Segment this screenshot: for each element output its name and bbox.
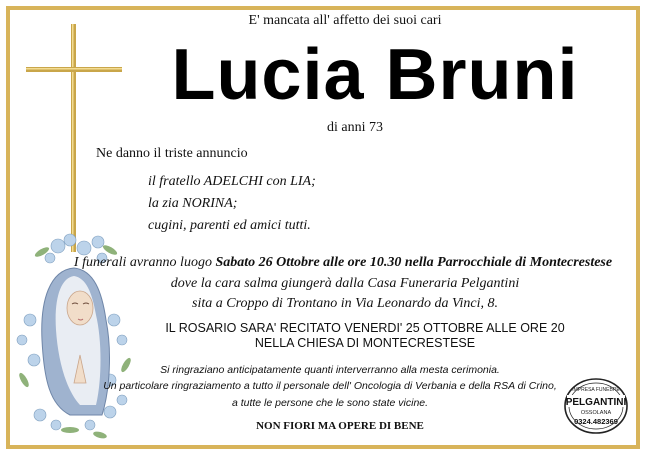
relative-line: la zia NORINA; xyxy=(148,196,238,211)
intro-text: E' mancata all' affetto dei suoi cari xyxy=(248,13,442,28)
seal-town: OSSOLANA xyxy=(580,410,612,416)
thanks-line-1: Si ringraziano anticipatamente quanti interverranno alla mesta cerimonia. xyxy=(160,364,500,376)
funeral-line-1 xyxy=(48,255,638,271)
funeral-line-3: sita a Croppo di Trontano in Via Leonardo da Vinci, 8. xyxy=(192,296,498,311)
deceased-name: Lucia Bruni xyxy=(171,35,579,115)
seal-name: PELGANTINI xyxy=(565,397,627,408)
thanks-line-3: a tutte le persone che le sono state vicine. xyxy=(231,397,429,409)
funeral-date-place: Sabato 26 Ottobre alle ore 10.30 nella Parrocchiale di Montecrestese xyxy=(215,255,613,270)
seal-phone: 0324.482369 xyxy=(574,417,618,426)
funeral-pre: I funerali avranno luogo xyxy=(73,255,216,270)
funeral-home-seal xyxy=(564,377,628,435)
rosary-line-1: IL ROSARIO SARA' RECITATO VENERDI' 25 OTTOBRE ALLE ORE 20 xyxy=(165,321,565,335)
thanks-line-2: Un particolare ringraziamento a tutto il personale dell' Oncologia di Verbania e della RSA di Crino, xyxy=(103,380,557,392)
relative-line: cugini, parenti ed amici tutti. xyxy=(148,218,311,233)
cross-icon xyxy=(26,24,122,252)
funeral-line-2: dove la cara salma giungerà dalla Casa Funeraria Pelgantini xyxy=(170,276,520,291)
seal-top-text: IMPRESA FUNEBRE xyxy=(572,387,620,393)
age-text: di anni 73 xyxy=(327,120,383,135)
no-flowers-text: NON FIORI MA OPERE DI BENE xyxy=(256,420,424,432)
rosary-line-2: NELLA CHIESA DI MONTECRESTESE xyxy=(254,336,476,350)
announce-text: Ne danno il triste annuncio xyxy=(96,146,248,161)
relative-line: il fratello ADELCHI con LIA; xyxy=(148,174,316,189)
